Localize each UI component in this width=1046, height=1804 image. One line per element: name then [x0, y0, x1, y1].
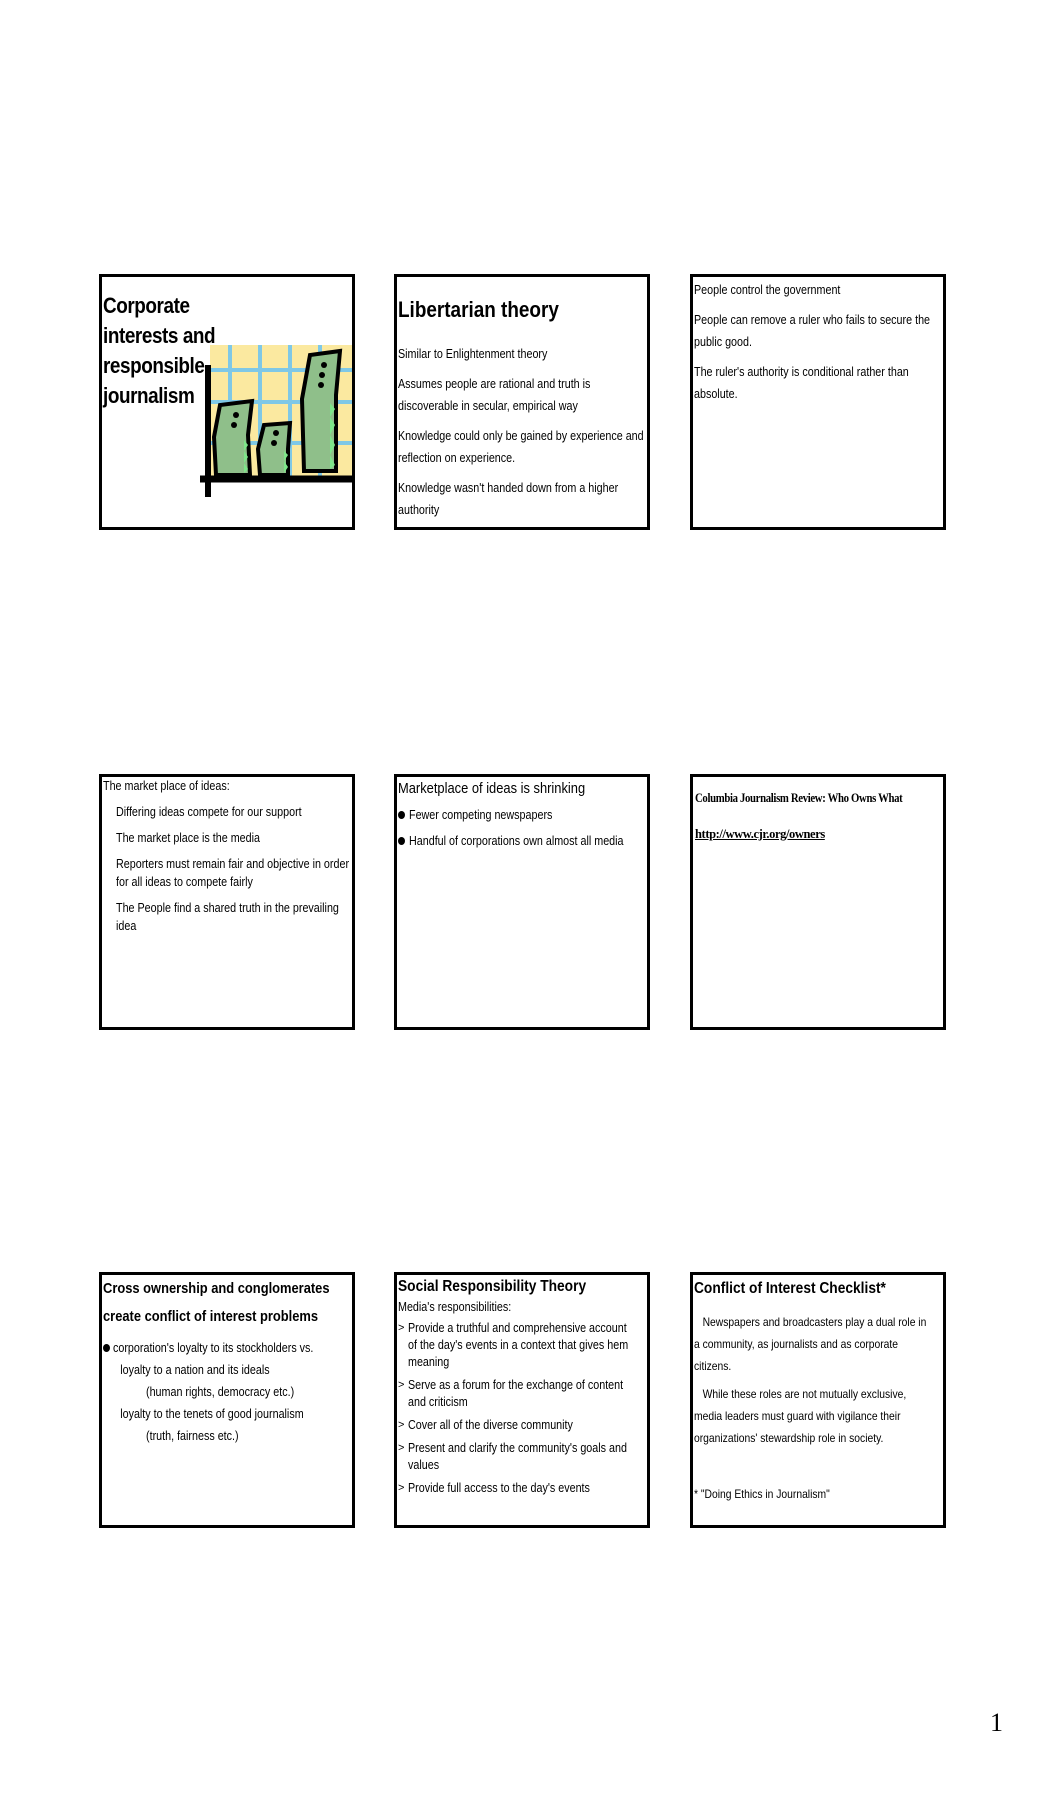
- slide-8-body: [398, 1299, 650, 1497]
- slide-6-body: [695, 789, 936, 843]
- title-line: Cross ownership and conglomerates: [103, 1280, 330, 1297]
- title-line: Corporate: [103, 293, 190, 318]
- arrow-bullet-icon: >: [398, 1322, 405, 1334]
- item-line: of the day's events in a context that gives hem: [408, 1338, 629, 1352]
- list-item: Differing ideas compete for our support: [116, 805, 302, 819]
- slide-2: [394, 274, 650, 530]
- body-line: Knowledge could only be gained by experience and: [398, 429, 644, 443]
- cjr-owners-link[interactable]: http://www.cjr.org/owners: [695, 827, 825, 841]
- bullet-icon: [398, 811, 405, 819]
- subtitle: Media's responsibilities:: [398, 1300, 512, 1314]
- sub-item: (human rights, democracy etc.): [146, 1385, 295, 1399]
- heading: Marketplace of ideas is shrinking: [398, 780, 586, 797]
- slide-5: [394, 774, 650, 1030]
- list-item: [398, 1417, 650, 1434]
- body-line: citizens.: [694, 1359, 732, 1373]
- body-line: public good.: [694, 335, 752, 349]
- list-item: for all ideas to compete fairly: [116, 875, 253, 889]
- slide-5-body: [398, 779, 650, 851]
- cjr-title: Columbia Journalism Review: Who Owns What: [695, 791, 903, 805]
- bullet-item: [398, 831, 650, 851]
- bullet-text: Fewer competing newspapers: [409, 808, 553, 822]
- title-text: Social Responsibility Theory: [398, 1278, 587, 1295]
- body-line: People can remove a ruler who fails to secure the: [694, 313, 931, 327]
- item-line: and criticism: [408, 1395, 468, 1409]
- slide-9-body: [694, 1311, 946, 1505]
- arrow-bullet-icon: >: [398, 1442, 405, 1454]
- slide-4-body: [103, 777, 355, 935]
- slide-2-title: [398, 297, 585, 323]
- bullet-icon: [398, 837, 405, 845]
- list-item: The market place is the media: [116, 831, 261, 845]
- arrow-bullet-icon: >: [398, 1482, 405, 1494]
- title-text: Libertarian theory: [398, 297, 559, 322]
- body-line: a community, as journalists and as corporate: [694, 1337, 899, 1351]
- body-line: While these roles are not mutually exclusive,: [702, 1387, 907, 1401]
- title-line: journalism: [103, 383, 195, 408]
- list-item: The People find a shared truth in the prevailing: [116, 901, 339, 915]
- arrow-bullet-icon: >: [398, 1419, 405, 1431]
- body-line: organizations' stewardship role in society.: [694, 1431, 884, 1445]
- body-line: authority: [398, 503, 440, 517]
- sub-item: loyalty to the tenets of good journalism: [120, 1407, 304, 1421]
- body-line: absolute.: [694, 387, 738, 401]
- slide-3: [690, 274, 946, 530]
- sub-item: loyalty to a nation and its ideals: [120, 1363, 270, 1377]
- title-text: Conflict of Interest Checklist*: [694, 1280, 886, 1297]
- footnote: * "Doing Ethics in Journalism": [694, 1487, 830, 1501]
- slide-2-body: [398, 343, 650, 521]
- bullet-item: [103, 1337, 346, 1359]
- item-line: values: [408, 1458, 440, 1472]
- slide-4: [99, 774, 355, 1030]
- page-number: 1: [990, 1708, 1003, 1737]
- slide-1: [99, 274, 355, 530]
- bullet-text: corporation's loyalty to its stockholders vs.: [113, 1341, 314, 1355]
- item-line: Provide a truthful and comprehensive account: [408, 1321, 627, 1335]
- sub-item: (truth, fairness etc.): [146, 1429, 239, 1443]
- slide-8-title: [398, 1276, 617, 1298]
- arrow-bullet-icon: >: [398, 1379, 405, 1391]
- bullet-item: [398, 805, 650, 825]
- body-line: Knowledge wasn't handed down from a higher: [398, 481, 619, 495]
- slide-7: [99, 1272, 355, 1528]
- slide-7-title: [103, 1275, 355, 1331]
- title-line: interests and: [103, 323, 216, 348]
- slide-6: [690, 774, 946, 1030]
- body-line: Similar to Enlightenment theory: [398, 347, 548, 361]
- body-line: The ruler's authority is conditional rather than: [694, 365, 909, 379]
- body-line: discoverable in secular, empirical way: [398, 399, 578, 413]
- slide-9: [690, 1272, 946, 1528]
- list-item: [398, 1440, 650, 1474]
- title-line: responsible: [103, 353, 205, 378]
- title-line: create conflict of interest problems: [103, 1308, 319, 1325]
- list-item: Reporters must remain fair and objective in order: [116, 857, 350, 871]
- slide-3-body: [694, 279, 946, 405]
- item-line: Present and clarify the community's goals and: [408, 1441, 627, 1455]
- bullet-icon: [103, 1344, 110, 1352]
- body-line: Assumes people are rational and truth is: [398, 377, 591, 391]
- body-line: media leaders must guard with vigilance their: [694, 1409, 901, 1423]
- item-line: Provide full access to the day's events: [408, 1481, 590, 1495]
- item-line: meaning: [408, 1355, 450, 1369]
- body-line: People control the government: [694, 283, 841, 297]
- item-line: Cover all of the diverse community: [408, 1418, 573, 1432]
- slide-8: [394, 1272, 650, 1528]
- list-item: [398, 1377, 650, 1411]
- body-line: Newspapers and broadcasters play a dual role in: [702, 1315, 927, 1329]
- body-line: reflection on experience.: [398, 451, 516, 465]
- slide-9-title: [694, 1277, 917, 1301]
- slide-7-body: [103, 1337, 346, 1447]
- list-item: [398, 1320, 650, 1371]
- item-line: Serve as a forum for the exchange of content: [408, 1378, 624, 1392]
- list-item: idea: [116, 919, 137, 933]
- slide-1-title: [103, 291, 233, 411]
- list-item: [398, 1480, 650, 1497]
- heading: The market place of ideas:: [103, 779, 230, 793]
- bullet-text: Handful of corporations own almost all media: [409, 834, 624, 848]
